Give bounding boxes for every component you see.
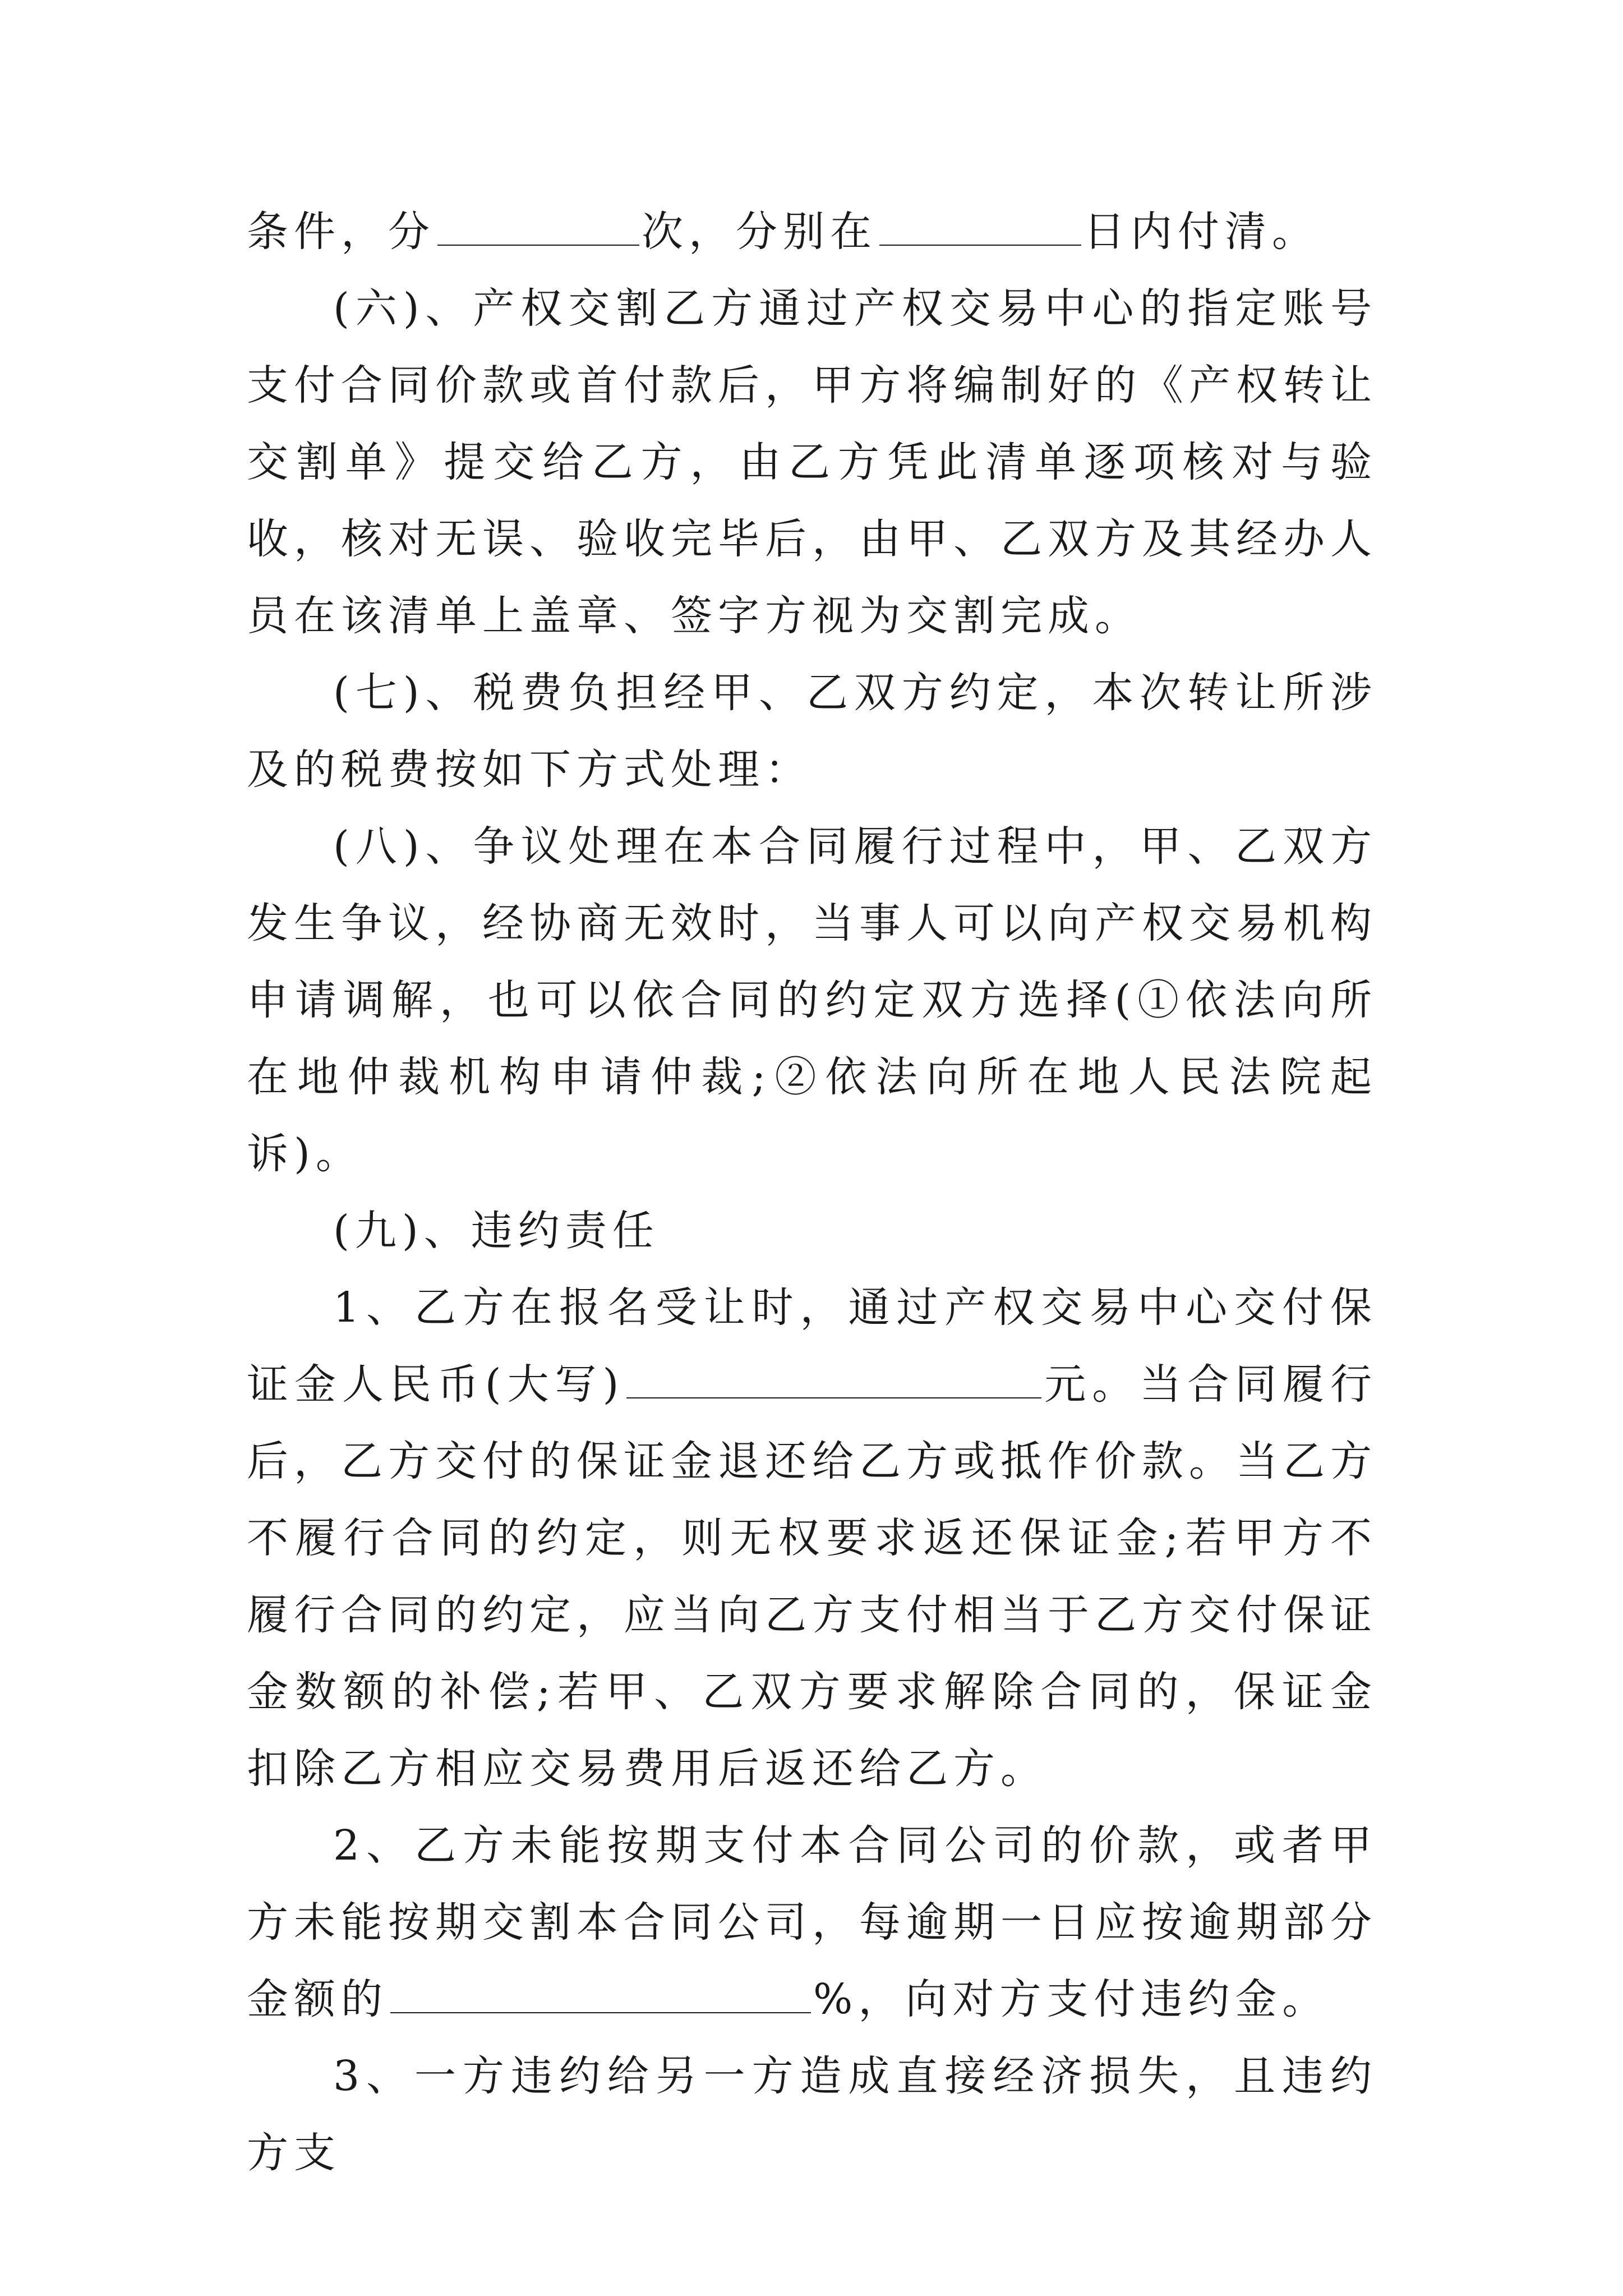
late-payment-text-b: %，向对方支付违约金。: [813, 1975, 1330, 2023]
paragraph-property-delivery: (六)、产权交割乙方通过产权交易中心的指定账号支付合同价款或首付款后，甲方将编制好的《产权转让交割单》提交给乙方，由乙方凭此清单逐项核对与验收，核对无误、验收完毕后，由甲、乙双方及其经办人员在该清单上盖章、签字方视为交割完成。: [247, 284, 1377, 640]
paragraph-tax-burden: (七)、税费负担经甲、乙双方约定，本次转让所涉及的税费按如下方式处理：: [247, 669, 1377, 794]
late-payment-text-a: 2、乙方未能按期支付本合同公司的价款，或者甲方未能按期交割本合同公司，每逾期一日应按逾期部分金额的: [247, 1821, 1377, 2023]
days-blank: [879, 195, 1081, 246]
payment-terms-text-a: 条件，分: [247, 208, 435, 256]
deposit-clause-text-b: 元。当合同履行后，乙方交付的保证金退还给乙方或抵作价款。当乙方不履行合同的约定，则无权要求返还保证金;若甲方不履行合同的约定，应当向乙方支付相当于乙方交付保证金数额的补偿;若甲、乙双方要求解除合同的，保证金扣除乙方相应交易费用后返还给乙方。: [247, 1360, 1377, 1793]
paragraph-breach-heading: (九)、违约责任: [333, 1207, 660, 1255]
paragraph-late-payment-clause: [247, 1807, 1377, 2038]
deposit-amount-blank: [626, 1348, 1041, 1398]
penalty-rate-blank: [390, 1963, 811, 2013]
paragraph-dispute-resolution: (八)、争议处理在本合同履行过程中，甲、乙双方发生争议，经协商无效时，当事人可以向产权交易机构申请调解，也可以依合同的约定双方选择(①依法向所在地仲裁机构申请仲裁;②依法向所在地人民法院起诉)。: [247, 822, 1377, 1178]
payment-terms-text-c: 日内付清。: [1083, 208, 1319, 256]
payment-terms-text-b: 次，分别在: [642, 208, 877, 256]
paragraph-payment-terms: [247, 194, 1377, 270]
document-body: [247, 194, 1377, 2192]
paragraph-deposit-clause: [247, 1269, 1377, 1807]
installments-blank: [437, 195, 639, 246]
paragraph-damages-clause: 3、一方违约给另一方造成直接经济损失，且违约方支: [247, 2052, 1377, 2177]
deposit-clause-text-a: 1、乙方在报名受让时，通过产权交易中心交付保证金人民币(大写): [247, 1283, 1377, 1409]
